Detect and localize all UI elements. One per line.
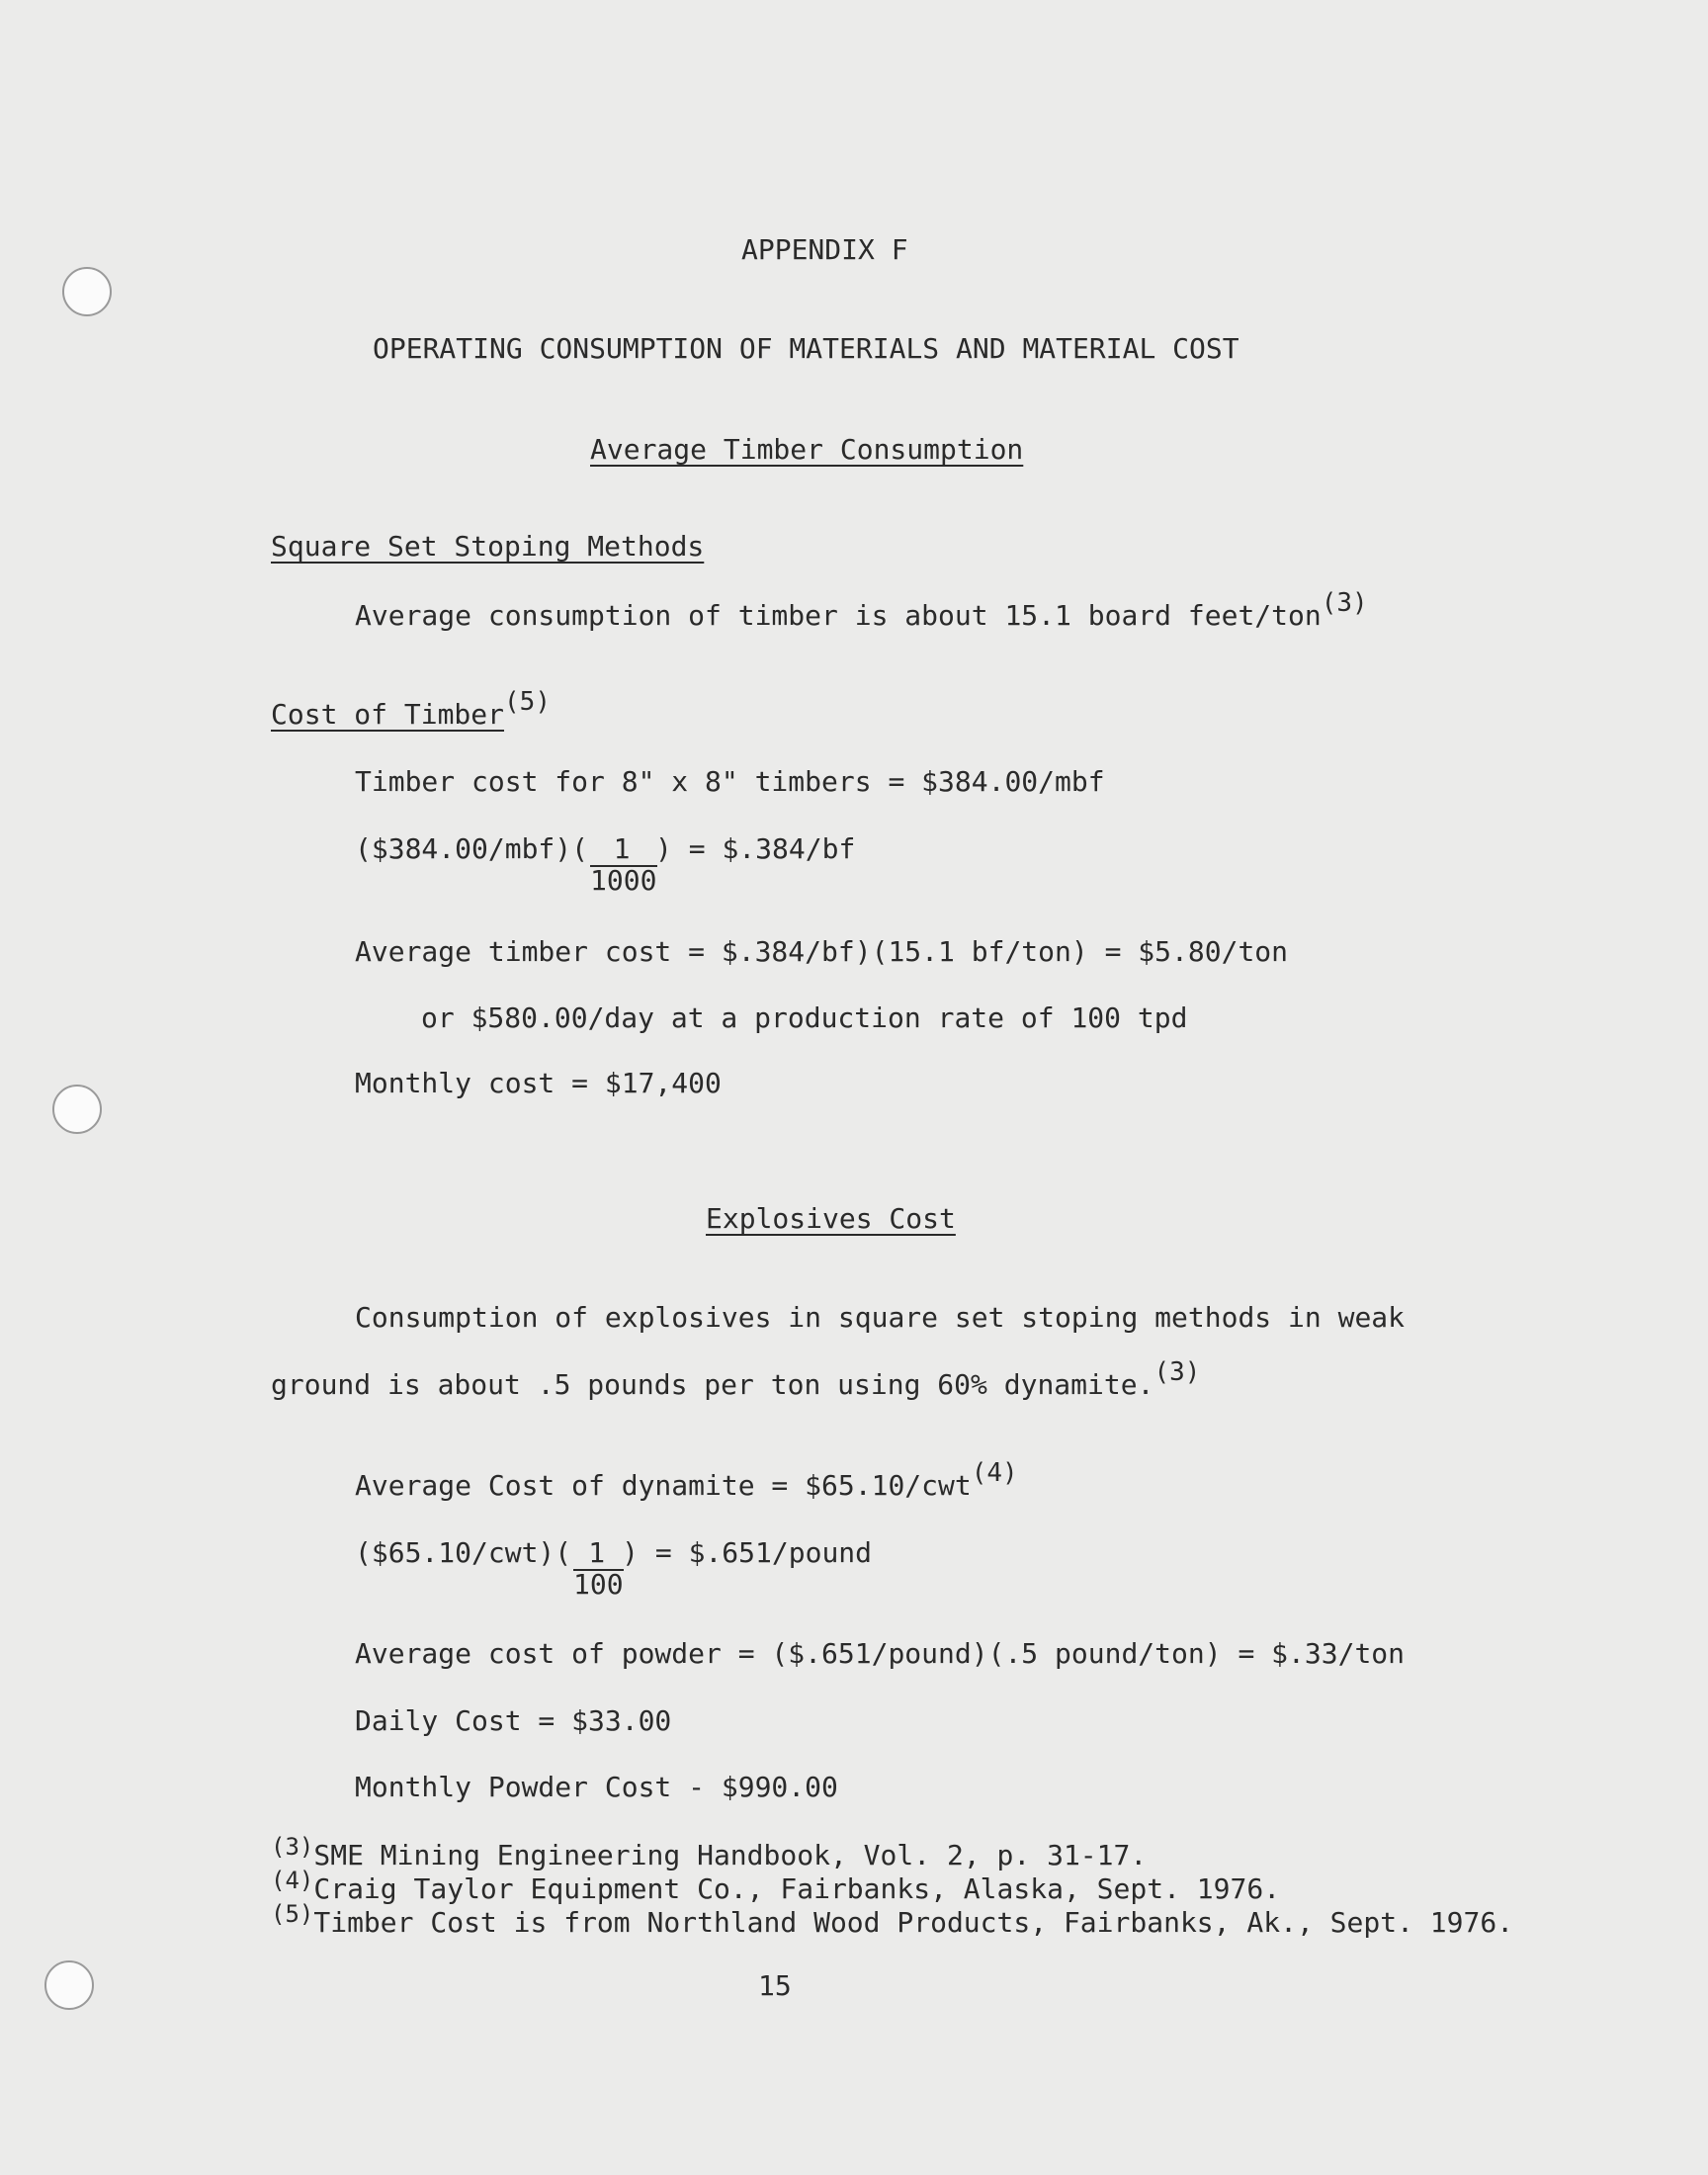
timber-line-4: or $580.00/day at a production rate of 100 tpd bbox=[421, 1001, 1188, 1034]
cost-of-timber-heading: Cost of Timber$^{(5)}$ bbox=[271, 687, 551, 731]
timber-line-2: ($384.00/mbf)( 1 ) = $.384/bf bbox=[355, 832, 856, 865]
explosives-heading: Explosives Cost bbox=[706, 1202, 956, 1235]
explosives-line-2: ($65.10/cwt)( 1 ) = $.651/pound bbox=[355, 1536, 873, 1569]
footnote-ref: (3) bbox=[1153, 1357, 1201, 1387]
timber-line-1: Timber cost for 8" x 8" timbers = $384.00/mbf bbox=[355, 765, 1105, 798]
timber-heading: Average Timber Consumption bbox=[590, 433, 1024, 466]
timber-consumption-line: Average consumption of timber is about 15.1 board feet/ton$^{(3)}$ bbox=[355, 588, 1368, 632]
timber-line-5: Monthly cost = $17,400 bbox=[355, 1067, 722, 1099]
footnote-3: $^{(3)}$SME Mining Engineering Handbook, Vol. 2, p. 31-17. bbox=[271, 1833, 1148, 1871]
explosives-line-4: Daily Cost = $33.00 bbox=[355, 1704, 672, 1737]
appendix-title: APPENDIX F bbox=[741, 233, 908, 266]
main-title: OPERATING CONSUMPTION OF MATERIALS AND MATERIAL COST bbox=[373, 332, 1239, 365]
explosives-para-line-2: ground is about .5 pounds per ton using 60% dynamite.$^{(3)}$ bbox=[271, 1357, 1201, 1401]
explosives-line-5: Monthly Powder Cost - $990.00 bbox=[355, 1771, 838, 1803]
footnote-5: $^{(5)}$Timber Cost is from Northland Wood Products, Fairbanks, Ak., Sept. 1976. bbox=[271, 1900, 1514, 1939]
timber-line-2-denominator: 1000 bbox=[590, 864, 657, 897]
footnote-ref: (5) bbox=[504, 687, 551, 717]
method-heading: Square Set Stoping Methods bbox=[271, 530, 705, 563]
explosives-line-2-denominator: 100 bbox=[573, 1568, 624, 1601]
footnote-4: $^{(4)}$Craig Taylor Equipment Co., Fairbanks, Alaska, Sept. 1976. bbox=[271, 1867, 1281, 1905]
explosives-line-1: Average Cost of dynamite = $65.10/cwt$^{(4)}$ bbox=[355, 1458, 1018, 1502]
binder-hole-middle bbox=[52, 1085, 102, 1134]
explosives-line-3: Average cost of powder = ($.651/pound)(.5 pound/ton) = $.33/ton bbox=[355, 1637, 1406, 1670]
binder-hole-bottom bbox=[44, 1960, 94, 2010]
page-number: 15 bbox=[758, 1969, 792, 2002]
binder-hole-top bbox=[62, 267, 112, 316]
footnote-ref: (3) bbox=[1321, 588, 1368, 618]
footnote-ref: (4) bbox=[971, 1458, 1018, 1488]
explosives-para-line-1: Consumption of explosives in square set stoping methods in weak bbox=[355, 1301, 1406, 1334]
timber-line-3: Average timber cost = $.384/bf)(15.1 bf/ton) = $5.80/ton bbox=[355, 935, 1289, 968]
